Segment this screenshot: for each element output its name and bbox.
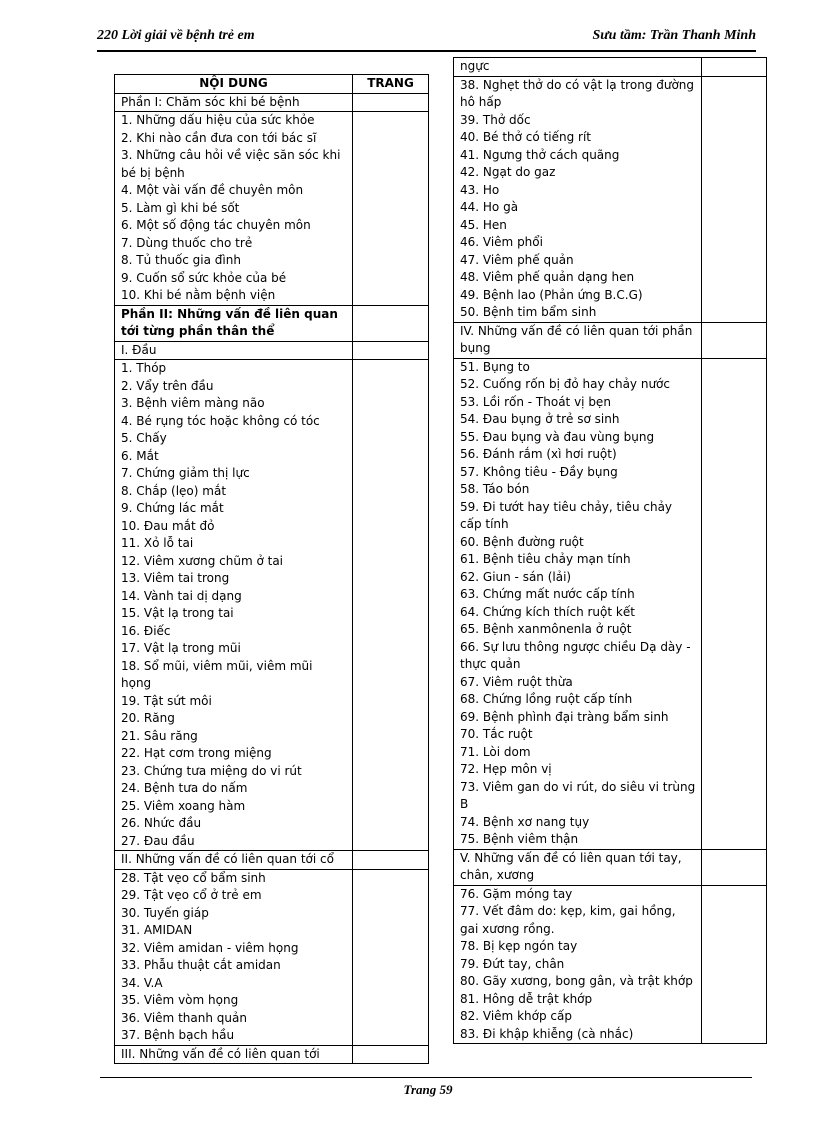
toc-entry: 74. Bệnh xơ nang tụy	[460, 814, 590, 829]
toc-entry: 16. Điếc	[121, 623, 171, 638]
toc-entry: 39. Thở dốc	[460, 112, 531, 127]
page-cell	[702, 58, 767, 77]
toc-entry: 60. Bệnh đường ruột	[460, 534, 584, 549]
toc-entry: 22. Hạt cơm trong miệng	[121, 746, 272, 760]
toc-entry: 77. Vết đâm do: kẹp, kim, gai hồng, gai xương rồng.	[460, 904, 676, 936]
table-row	[454, 885, 767, 1044]
toc-entry: 73. Viêm gan do vi rút, do siêu vi trùng B	[460, 779, 696, 811]
toc-entry: 3. Những câu hỏi về việc săn sóc khi bé bị bệnh	[121, 148, 341, 180]
toc-entry: 41. Ngưng thở cách quãng	[460, 147, 620, 162]
toc-entry: 35. Viêm vòm họng	[121, 993, 239, 1007]
content-cell	[115, 305, 353, 341]
toc-entry: III. Những vấn đề có liên quan tới	[121, 1046, 320, 1061]
toc-entry: 83. Đi khập khiễng (cà nhắc)	[460, 1026, 634, 1041]
content-cell	[454, 322, 702, 358]
toc-entry: 2. Khi nào cần đưa con tới bác sĩ	[121, 130, 317, 145]
toc-entry: 50. Bệnh tim bẩm sinh	[460, 305, 597, 319]
toc-entry: 42. Ngạt do gaz	[460, 165, 556, 179]
table-row	[115, 305, 429, 341]
toc-entry: 49. Bệnh lao (Phản ứng B.C.G)	[460, 287, 643, 302]
toc-entry: 69. Bệnh phình đại tràng bẩm sinh	[460, 709, 669, 724]
content-cell	[115, 360, 353, 851]
toc-entry: I. Đầu	[121, 342, 157, 357]
toc-entry: 40. Bé thở có tiếng rít	[460, 130, 591, 144]
toc-entry: 4. Một vài vấn đề chuyên môn	[121, 183, 304, 197]
table-row	[115, 93, 429, 112]
toc-entry: 14. Vành tai dị dạng	[121, 588, 242, 603]
page-cell	[353, 112, 429, 306]
content-cell	[115, 341, 353, 360]
page-cell	[702, 322, 767, 358]
page-cell	[353, 360, 429, 851]
toc-entry: 48. Viêm phế quản dạng hen	[460, 270, 635, 284]
toc-entry: 51. Bụng to	[460, 359, 530, 374]
toc-entry: 56. Đánh rắm (xì hơi ruột)	[460, 447, 617, 461]
toc-entry: 20. Răng	[121, 711, 175, 725]
toc-entry: 71. Lòi dom	[460, 744, 531, 759]
toc-entry: IV. Những vấn đề có liên quan tới phần bụng	[460, 323, 693, 355]
toc-entry: 80. Gãy xương, bong gân, và trật khớp	[460, 974, 693, 988]
content-cell	[115, 112, 353, 306]
page-cell	[353, 869, 429, 1045]
toc-entry: 65. Bệnh xanmônenla ở ruột	[460, 622, 632, 636]
toc-entry: 15. Vật lạ trong tai	[121, 606, 234, 620]
toc-entry: 58. Táo bón	[460, 482, 530, 496]
toc-entry: 6. Một số động tác chuyên môn	[121, 218, 311, 232]
toc-entry: 8. Tủ thuốc gia đình	[121, 253, 241, 267]
toc-entry: 54. Đau bụng ở trẻ sơ sinh	[460, 412, 620, 426]
toc-entry: V. Những vấn đề có liên quan tới tay, chân, xương	[460, 850, 682, 882]
toc-entry: Phần II: Những vấn đề liên quan tới từng phần thân thể	[121, 306, 338, 338]
content-cell	[115, 851, 353, 870]
toc-table-right	[453, 57, 767, 1044]
toc-entry: 8. Chắp (lẹo) mắt	[121, 483, 227, 498]
table-row	[454, 849, 767, 885]
toc-entry: 19. Tật sứt môi	[121, 693, 212, 708]
table-row	[115, 112, 429, 306]
table-header-row	[115, 75, 429, 94]
column-header-content: NỘI DUNG	[115, 75, 353, 94]
toc-entry: 32. Viêm amidan - viêm họng	[121, 940, 299, 955]
page-cell	[702, 885, 767, 1044]
toc-entry: 27. Đau đầu	[121, 833, 195, 848]
toc-entry: 62. Giun - sán (lải)	[460, 569, 572, 584]
toc-entry: 53. Lồi rốn - Thoát vị bẹn	[460, 394, 611, 409]
toc-entry: 17. Vật lạ trong mũi	[121, 641, 241, 655]
toc-entry: 78. Bị kẹp ngón tay	[460, 939, 578, 953]
toc-entry: 7. Dùng thuốc cho trẻ	[121, 235, 253, 250]
toc-entry: 44. Ho gà	[460, 200, 519, 214]
page-cell	[702, 358, 767, 849]
toc-entry: 29. Tật vẹo cổ ở trẻ em	[121, 888, 262, 902]
toc-entry: Phần I: Chăm sóc khi bé bệnh	[121, 94, 300, 109]
toc-entry: 12. Viêm xương chũm ở tai	[121, 553, 284, 568]
toc-entry: 1. Những dấu hiệu của sức khỏe	[121, 113, 315, 127]
table-row	[115, 341, 429, 360]
toc-entry: 52. Cuống rốn bị đỏ hay chảy nước	[460, 377, 670, 391]
table-row	[115, 851, 429, 870]
toc-entry: 59. Đi tướt hay tiêu chảy, tiêu chảy cấp tính	[460, 499, 673, 531]
content-cell	[454, 849, 702, 885]
toc-entry: 72. Hẹp môn vị	[460, 762, 552, 776]
table-row	[454, 58, 767, 77]
toc-table-left	[114, 74, 429, 1064]
toc-entry: 75. Bệnh viêm thận	[460, 832, 579, 846]
table-row	[115, 869, 429, 1045]
page-cell	[353, 1045, 429, 1064]
page-cell	[353, 93, 429, 112]
toc-entry: 9. Cuốn sổ sức khỏe của bé	[121, 270, 287, 285]
content-cell	[115, 93, 353, 112]
page-cell	[702, 849, 767, 885]
toc-entry: 21. Sâu răng	[121, 728, 198, 743]
page-cell	[702, 76, 767, 322]
content-cell	[115, 1045, 353, 1064]
toc-entry: 67. Viêm ruột thừa	[460, 674, 573, 689]
toc-entry: II. Những vấn đề có liên quan tới cổ	[121, 852, 334, 866]
toc-entry: 31. AMIDAN	[121, 923, 193, 937]
toc-entry: 55. Đau bụng và đau vùng bụng	[460, 429, 655, 444]
header-rule	[97, 50, 756, 52]
toc-entry: 36. Viêm thanh quản	[121, 1010, 247, 1025]
page-cell	[353, 851, 429, 870]
content-cell	[454, 358, 702, 849]
content-cell	[454, 76, 702, 322]
toc-entry: ngực	[460, 59, 490, 73]
toc-entry: 68. Chứng lồng ruột cấp tính	[460, 692, 633, 706]
toc-entry: 63. Chứng mất nước cấp tính	[460, 587, 635, 601]
content-cell	[454, 885, 702, 1044]
toc-entry: 1. Thóp	[121, 361, 167, 375]
content-cell	[115, 869, 353, 1045]
toc-entry: 23. Chứng tưa miệng do vi rút	[121, 763, 302, 778]
toc-entry: 43. Ho	[460, 182, 500, 197]
toc-entry: 2. Vẩy trên đầu	[121, 378, 214, 393]
toc-entry: 57. Không tiêu - Đầy bụng	[460, 464, 618, 479]
table-row	[454, 322, 767, 358]
toc-entry: 66. Sự lưu thông ngược chiều Dạ dày - thực quản	[460, 639, 691, 671]
toc-entry: 28. Tật vẹo cổ bẩm sinh	[121, 870, 266, 885]
page-cell	[353, 305, 429, 341]
toc-entry: 81. Hông dễ trật khớp	[460, 991, 593, 1006]
toc-entry: 76. Gặm móng tay	[460, 886, 573, 901]
toc-entry: 70. Tắc ruột	[460, 727, 533, 741]
table-row	[454, 358, 767, 849]
toc-entry: 33. Phẫu thuật cắt amidan	[121, 958, 281, 972]
toc-entry: 25. Viêm xoang hàm	[121, 798, 246, 813]
toc-entry: 64. Chứng kích thích ruột kết	[460, 604, 635, 619]
header-author: Sưu tầm: Trần Thanh Minh	[592, 28, 756, 43]
toc-entry: 6. Mắt	[121, 448, 159, 463]
toc-entry: 3. Bệnh viêm màng não	[121, 396, 265, 410]
toc-entry: 5. Làm gì khi bé sốt	[121, 200, 240, 215]
toc-entry: 9. Chứng lác mắt	[121, 501, 224, 515]
toc-entry: 10. Khi bé nằm bệnh viện	[121, 288, 276, 302]
page-number: Trang 59	[403, 1082, 453, 1097]
toc-entry: 38. Nghẹt thở do có vật lạ trong đường hô hấp	[460, 77, 695, 109]
page-cell	[353, 341, 429, 360]
toc-entry: 30. Tuyến giáp	[121, 905, 209, 920]
toc-entry: 45. Hen	[460, 217, 507, 232]
toc-entry: 26. Nhức đầu	[121, 816, 202, 830]
toc-entry: 79. Đứt tay, chân	[460, 956, 565, 971]
toc-entry: 47. Viêm phế quản	[460, 252, 574, 267]
toc-entry: 61. Bệnh tiêu chảy mạn tính	[460, 552, 631, 566]
toc-entry: 82. Viêm khớp cấp	[460, 1009, 572, 1023]
toc-entry: 7. Chứng giảm thị lực	[121, 466, 250, 480]
toc-entry: 24. Bệnh tưa do nấm	[121, 781, 248, 795]
header-book-title: 220 Lời giải về bệnh trẻ em	[97, 28, 255, 43]
toc-entry: 34. V.A	[121, 975, 163, 990]
table-row	[115, 360, 429, 851]
toc-entry: 13. Viêm tai trong	[121, 571, 230, 585]
content-cell	[454, 58, 702, 77]
footer-rule	[100, 1077, 752, 1078]
column-header-page: TRANG	[353, 75, 429, 94]
toc-entry: 46. Viêm phổi	[460, 235, 543, 249]
toc-entry: 4. Bé rụng tóc hoặc không có tóc	[121, 413, 320, 428]
toc-entry: 37. Bệnh bạch hầu	[121, 1028, 235, 1042]
toc-entry: 18. Sổ mũi, viêm mũi, viêm mũi họng	[121, 658, 313, 690]
table-row	[115, 1045, 429, 1064]
toc-entry: 11. Xỏ lỗ tai	[121, 536, 194, 550]
table-row	[454, 76, 767, 322]
toc-entry: 5. Chấy	[121, 431, 167, 445]
toc-entry: 10. Đau mắt đỏ	[121, 518, 215, 533]
